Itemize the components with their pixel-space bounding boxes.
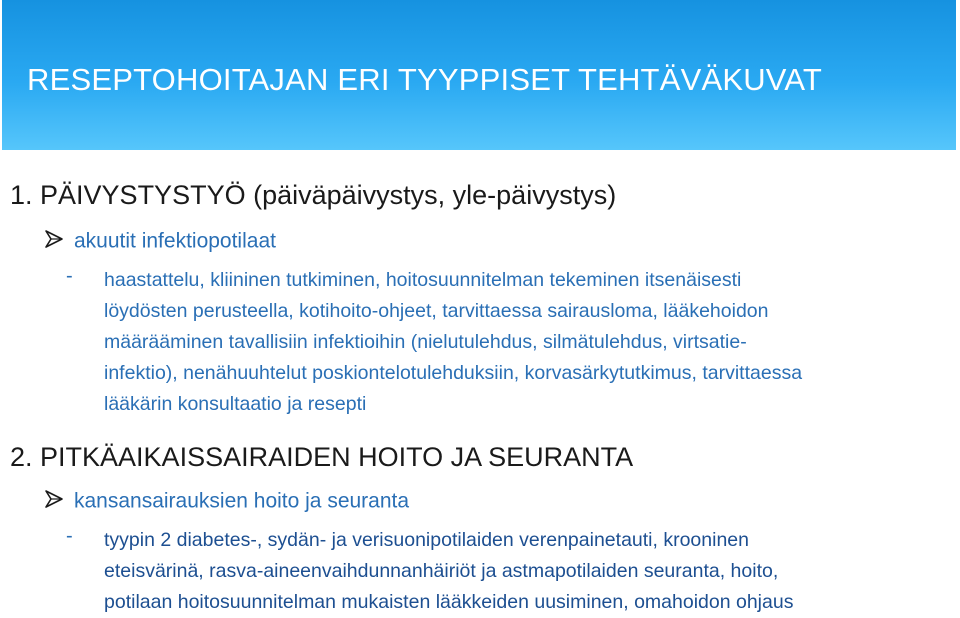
bullet-item-2 [44, 489, 409, 514]
text-line: potilaan hoitosuunnitelman mukaisten lääkkeiden uusiminen, omahoidon ohjaus [104, 591, 794, 613]
text-line: eteisvärinä, rasva-aineenvaihdunnanhäiriöt ja astmapotilaiden seuranta, hoito, [104, 560, 779, 582]
dash-marker: - [66, 525, 73, 547]
bullet-text-1: akuutit infektiopotilaat [74, 229, 276, 253]
text-line: haastattelu, kliininen tutkiminen, hoitosuunnitelman tekeminen itsenäisesti [104, 269, 742, 291]
dash-marker: - [66, 265, 73, 287]
page-title: RESEPTOHOITAJAN ERI TYYPPISET TEHTÄVÄKUVAT [27, 62, 823, 97]
text-line: tyypin 2 diabetes-, sydän- ja verisuonipotilaiden verenpainetauti, krooninen [104, 529, 749, 551]
bullet-text-2: kansansairauksien hoito ja seuranta [74, 489, 410, 513]
text-line: infektio), nenähuuhtelut poskiontelotulehduksiin, korvasärkytutkimus, tarvittaessa [104, 362, 803, 384]
arrow-bullet-icon [44, 489, 64, 514]
dash-text-1 [104, 265, 802, 420]
text-line: löydösten perusteella, kotihoito-ohjeet, tarvittaessa sairausloma, lääkehoidon [104, 300, 769, 322]
text-line: lääkärin konsultaatio ja resepti [104, 393, 367, 415]
arrow-bullet-icon [44, 229, 64, 254]
section-heading-2: 2. PITKÄAIKAISSAIRAIDEN HOITO JA SEURANTA [10, 442, 634, 472]
text-line: määrääminen tavallisiin infektioihin (nielutulehdus, silmätulehdus, virtsatie- [104, 331, 747, 353]
bullet-item-1 [44, 229, 276, 254]
dash-text-2 [104, 525, 793, 618]
section-heading-1: 1. PÄIVYSTYSTYÖ (päiväpäivystys, yle-päivystys) [10, 180, 617, 210]
